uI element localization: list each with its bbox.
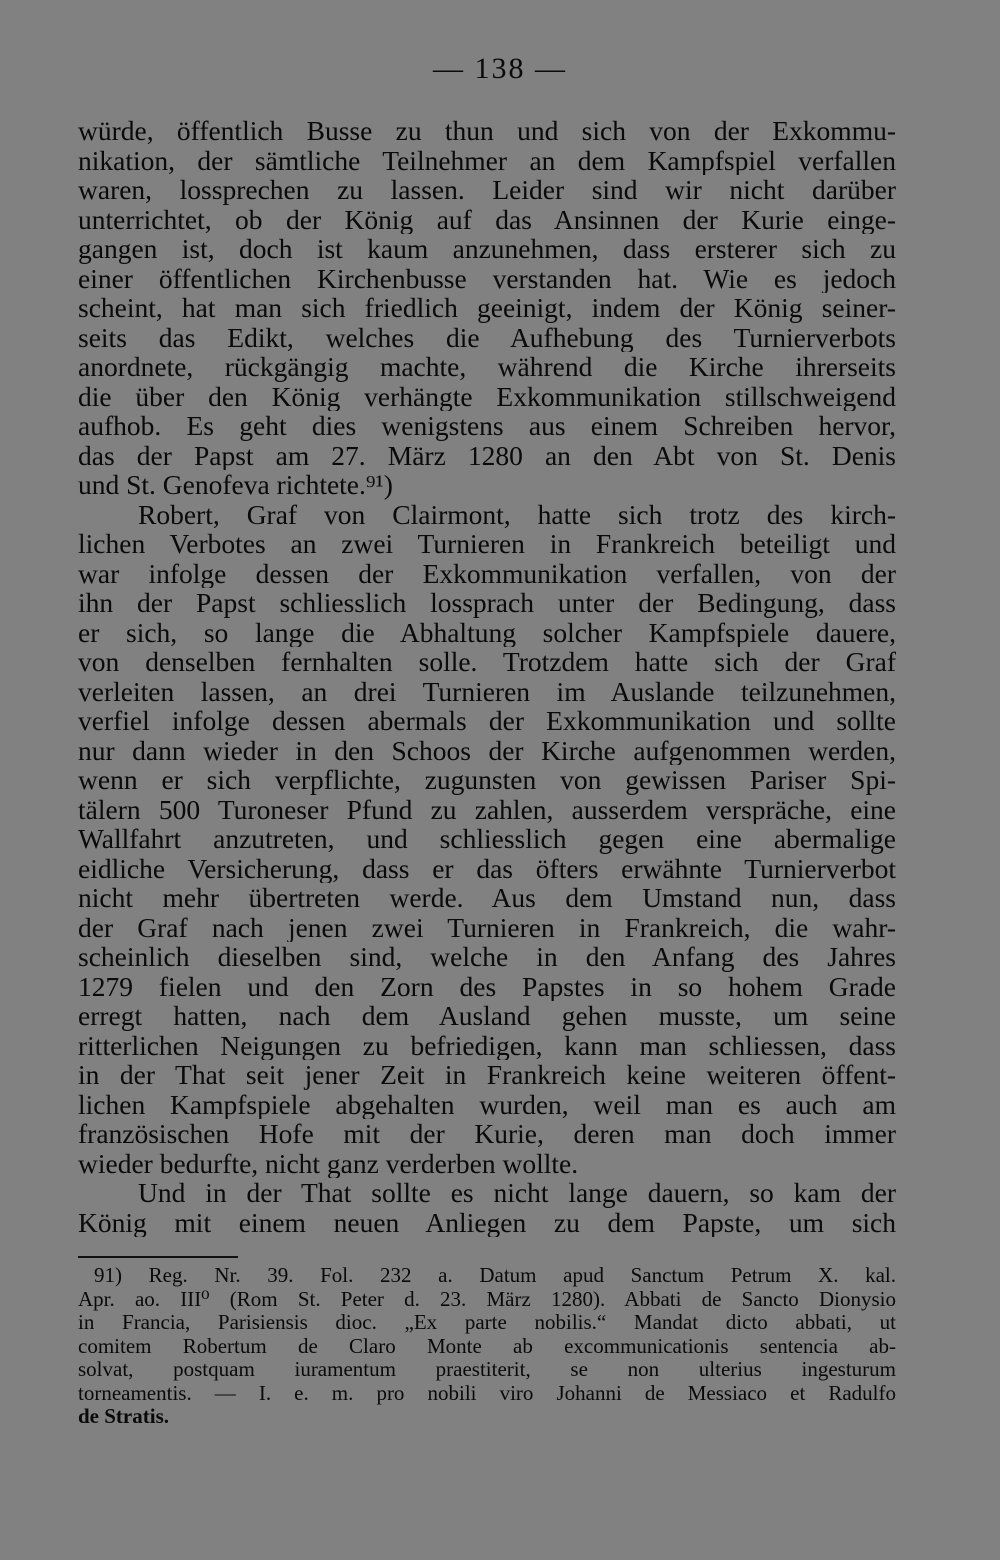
text-line: in der That seit jener Zeit in Frankreich keine weiteren öffent- (78, 1060, 896, 1090)
text-line: nikation, der sämtliche Teilnehmer an dem Kampfspiel verfallen (78, 145, 896, 175)
text-line: unterrichtet, ob der König auf das Ansinnen der Kurie einge- (78, 204, 896, 234)
text-line: König mit einem neuen Anliegen zu dem Papste, um sich (78, 1207, 896, 1237)
text-line: Wallfahrt anzutreten, und schliesslich gegen eine abermalige (78, 824, 896, 854)
text-line: wieder bedurfte, nicht ganz verderben wollte. (78, 1148, 579, 1178)
text-line: scheint, hat man sich friedlich geeinigt, indem der König seiner- (78, 293, 896, 323)
text-line: waren, lossprechen zu lassen. Leider sind wir nicht darüber (78, 175, 896, 205)
footnote-line: de Stratis. (78, 1405, 169, 1428)
text-line: würde, öffentlich Busse zu thun und sich von der Exkommu- (78, 116, 896, 146)
text-line: nicht mehr übertreten werde. Aus dem Umstand nun, dass (78, 883, 896, 913)
body-text (78, 116, 896, 1237)
footnote-line: Apr. ao. III⁰ (Rom St. Peter d. 23. März 1280). Abbati de Sancto Dionysio (78, 1287, 896, 1311)
text-line: lichen Kampfspiele abgehalten wurden, weil man es auch am (78, 1089, 896, 1119)
text-line: verleiten lassen, an drei Turnieren im Auslande teilzunehmen, (78, 676, 896, 706)
text-line: war infolge dessen der Exkommunikation verfallen, von der (78, 558, 896, 588)
text-line: und St. Genofeva richtete.⁹¹) (78, 470, 393, 500)
text-line: seits das Edikt, welches die Aufhebung des Turnierverbots (78, 322, 896, 352)
text-line: erregt hatten, nach dem Ausland gehen musste, um seine (78, 1001, 896, 1031)
text-line: aufhob. Es geht dies wenigstens aus einem Schreiben hervor, (78, 411, 896, 441)
text-line: französischen Hofe mit der Kurie, deren man doch immer (78, 1119, 896, 1149)
text-line: 1279 fielen und den Zorn des Papstes in so hohem Grade (78, 971, 896, 1001)
text-line: der Graf nach jenen zwei Turnieren in Frankreich, die wahr- (78, 912, 896, 942)
text-line: ihn der Papst schliesslich lossprach unter der Bedingung, dass (78, 588, 896, 618)
text-line: die über den König verhängte Exkommunikation stillschweigend (78, 381, 896, 411)
footnote-line: comitem Robertum de Claro Monte ab excommunicationis sentencia ab- (78, 1334, 896, 1358)
footnote-line: solvat, postquam iuramentum praestiterit, se non ulterius ingesturum (78, 1358, 896, 1381)
footnote-line: torneamentis. — I. e. m. pro nobili viro Johanni de Messiaco et Radulfo (78, 1381, 896, 1405)
text-line: verfiel infolge dessen abermals der Exkommunikation und sollte (78, 706, 896, 736)
text-line: Und in der That sollte es nicht lange dauern, so kam der (138, 1178, 896, 1208)
footnote-line: 91) Reg. Nr. 39. Fol. 232 a. Datum apud Sanctum Petrum X. kal. (94, 1264, 896, 1287)
text-line: tälern 500 Turoneser Pfund zu zahlen, ausserdem verspräche, eine (78, 794, 896, 824)
footnotes (78, 1264, 896, 1429)
footnote-line: in Francia, Parisiensis dioc. „Ex parte nobilis.“ Mandat dicto abbati, ut (78, 1311, 896, 1334)
page-number: — 138 — (433, 52, 567, 85)
text-line: wenn er sich verpflichte, zugunsten von gewissen Pariser Spi- (78, 765, 896, 795)
text-line: nur dann wieder in den Schoos der Kirche aufgenommen werden, (78, 735, 896, 765)
text-line: scheinlich dieselben sind, welche in den Anfang des Jahres (78, 942, 896, 972)
text-line: Robert, Graf von Clairmont, hatte sich trotz des kirch- (138, 499, 896, 529)
text-line: einer öffentlichen Kirchenbusse verstanden hat. Wie es jedoch (78, 263, 896, 293)
text-line: eidliche Versicherung, dass er das öfters erwähnte Turnierverbot (78, 853, 896, 883)
text-line: ritterlichen Neigungen zu befriedigen, kann man schliessen, dass (78, 1030, 896, 1060)
text-line: er sich, so lange die Abhaltung solcher Kampfspiele dauere, (78, 617, 896, 647)
text-line: von denselben fernhalten solle. Trotzdem hatte sich der Graf (78, 647, 896, 677)
footnote-divider (78, 1256, 238, 1258)
text-line: gangen ist, doch ist kaum anzunehmen, dass ersterer sich zu (78, 234, 896, 264)
text-line: anordnete, rückgängig machte, während die Kirche ihrerseits (78, 352, 896, 382)
text-line: lichen Verbotes an zwei Turnieren in Frankreich beteiligt und (78, 529, 896, 559)
text-line: das der Papst am 27. März 1280 an den Abt von St. Denis (78, 440, 896, 470)
